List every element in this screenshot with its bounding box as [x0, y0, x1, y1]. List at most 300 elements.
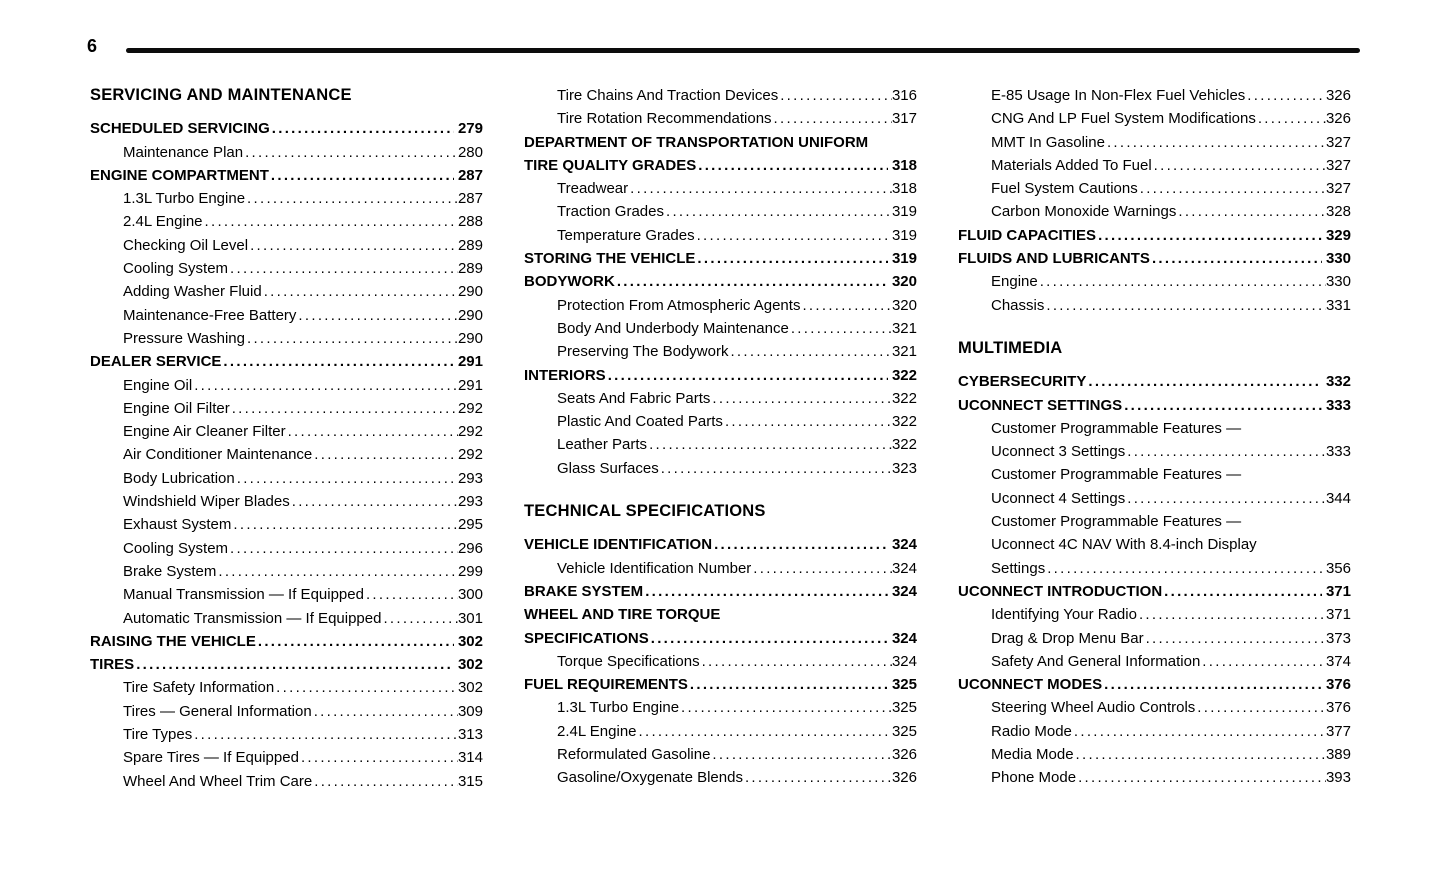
toc-entry-page: 389: [1325, 746, 1351, 764]
toc-entry-label: Chassis: [991, 296, 1045, 314]
toc-entry: [958, 650, 1351, 673]
toc-entry-page: 296: [457, 539, 483, 557]
dot-leader: [299, 746, 458, 769]
toc-entry: [524, 177, 917, 200]
toc-entry-page: 289: [457, 260, 483, 278]
dot-leader: [230, 397, 458, 420]
toc-columns: [90, 84, 1352, 793]
toc-entry-page: 322: [891, 436, 917, 454]
toc-entry: [90, 723, 483, 746]
dot-leader: [192, 374, 458, 397]
toc-entry-label: Uconnect 3 Settings: [991, 443, 1126, 461]
toc-entry-label: Torque Specifications: [557, 652, 700, 670]
dot-leader: [216, 560, 458, 583]
dot-leader: [1086, 370, 1322, 393]
toc-entry-label: Maintenance Plan: [123, 143, 244, 161]
toc-entry-label: Fuel System Cautions: [991, 180, 1138, 198]
toc-entry: [90, 187, 483, 210]
toc-entry-page: 356: [1325, 559, 1351, 577]
toc-entry-label: Tires — General Information: [123, 702, 312, 720]
toc-entry: [90, 304, 483, 327]
dot-leader: [1074, 743, 1326, 766]
dot-leader: [228, 537, 458, 560]
toc-entry: [958, 247, 1351, 270]
dot-leader: [262, 280, 458, 303]
toc-entry: [90, 583, 483, 606]
toc-entry: [90, 490, 483, 513]
dot-leader: [248, 234, 458, 257]
toc-entry-page: 371: [1325, 606, 1351, 624]
toc-entry-label: FUEL REQUIREMENTS: [524, 676, 688, 694]
toc-entry: [958, 154, 1351, 177]
toc-entry-page: 323: [891, 459, 917, 477]
dot-leader: [1076, 766, 1326, 789]
toc-entry: [958, 743, 1351, 766]
toc-entry: [90, 257, 483, 280]
toc-entry-label: Tire Types: [123, 726, 193, 744]
toc-entry: [90, 141, 483, 164]
toc-entry-label: Uconnect 4 Settings: [991, 489, 1126, 507]
toc-entry-label: 1.3L Turbo Engine: [557, 699, 680, 717]
dot-leader: [1105, 131, 1326, 154]
toc-entry: [524, 270, 917, 293]
dot-leader: [723, 410, 892, 433]
toc-entry-label: Settings: [991, 559, 1046, 577]
toc-entry-page: 309: [457, 702, 483, 720]
toc-entry-label: Materials Added To Fuel: [991, 156, 1152, 174]
toc-entry-page: 320: [891, 273, 917, 291]
dot-leader: [1176, 200, 1326, 223]
toc-entry-page: 327: [1325, 156, 1351, 174]
toc-entry-page: 280: [457, 143, 483, 161]
dot-leader: [1200, 650, 1326, 673]
toc-entry: [90, 560, 483, 583]
dot-leader: [1150, 247, 1322, 270]
toc-entry-label: 1.3L Turbo Engine: [123, 190, 246, 208]
toc-entry-label: Traction Grades: [557, 203, 664, 221]
dot-leader: [606, 364, 888, 387]
dot-leader: [679, 696, 892, 719]
dot-leader: [312, 443, 458, 466]
dot-leader: [312, 700, 458, 723]
toc-entry: [524, 673, 917, 696]
toc-entry-page: 318: [891, 156, 917, 174]
toc-entry-label: 2.4L Engine: [123, 213, 203, 231]
toc-entry: [90, 327, 483, 350]
dot-leader: [256, 630, 454, 653]
dot-leader: [1245, 84, 1326, 107]
toc-entry: [90, 630, 483, 653]
dot-leader: [270, 117, 454, 140]
toc-entry-label: UCONNECT SETTINGS: [958, 396, 1123, 414]
toc-entry-page: 293: [457, 493, 483, 511]
toc-entry-page: 322: [891, 389, 917, 407]
toc-entry-page: 327: [1325, 133, 1351, 151]
dot-leader: [1256, 107, 1326, 130]
toc-entry-label: Vehicle Identification Number: [557, 559, 752, 577]
toc-entry-label: CNG And LP Fuel System Modifications: [991, 110, 1256, 128]
toc-entry-page: 301: [457, 609, 483, 627]
toc-entry-page: 325: [891, 699, 917, 717]
dot-leader: [364, 583, 458, 606]
toc-entry-page: 292: [457, 446, 483, 464]
toc-entry-page: 321: [891, 319, 917, 337]
toc-entry-label: Cooling System: [123, 260, 229, 278]
toc-entry: [958, 627, 1351, 650]
toc-entry-page: 318: [891, 180, 917, 198]
toc-entry-label: Body And Underbody Maintenance: [557, 319, 789, 337]
toc-entry-label: INTERIORS: [524, 366, 606, 384]
toc-entry: [524, 340, 917, 363]
toc-entry-page: 333: [1325, 443, 1351, 461]
toc-entry-page: 290: [457, 329, 483, 347]
toc-entry: [524, 317, 917, 340]
toc-entry-page: 302: [457, 679, 483, 697]
toc-entry-label: Engine Air Cleaner Filter: [123, 423, 286, 441]
toc-entry: [958, 370, 1351, 393]
dot-leader: [245, 327, 458, 350]
toc-entry-label: TIRE QUALITY GRADES: [524, 156, 697, 174]
dot-leader: [296, 304, 458, 327]
toc-entry-page: 329: [1325, 226, 1351, 244]
dot-leader: [1138, 177, 1326, 200]
toc-entry-page: 319: [891, 203, 917, 221]
toc-entry-wrapped-line: DEPARTMENT OF TRANSPORTATION UNIFORM: [524, 133, 869, 151]
dot-leader: [664, 200, 892, 223]
dot-leader: [728, 340, 892, 363]
toc-entry: [958, 394, 1351, 417]
toc-entry-label: Spare Tires — If Equipped: [123, 749, 299, 767]
toc-entry-label: Plastic And Coated Parts: [557, 413, 723, 431]
toc-entry-label: Phone Mode: [991, 769, 1077, 787]
toc-entry-label: Drag & Drop Menu Bar: [991, 629, 1144, 647]
toc-entry: [90, 467, 483, 490]
toc-entry-page: 371: [1325, 582, 1351, 600]
toc-entry-page: 393: [1325, 769, 1351, 787]
toc-entry-label: Manual Transmission — If Equipped: [123, 586, 364, 604]
toc-entry-label: Safety And General Information: [991, 652, 1201, 670]
toc-entry: [90, 607, 483, 630]
toc-entry: [90, 164, 483, 187]
toc-entry-label: FLUID CAPACITIES: [958, 226, 1097, 244]
dot-leader: [695, 224, 892, 247]
dot-leader: [269, 164, 454, 187]
toc-entry: [524, 457, 917, 480]
toc-entry: [524, 433, 917, 456]
toc-entry: [90, 676, 483, 699]
toc-entry-page: 319: [891, 250, 917, 268]
toc-entry: [524, 154, 917, 177]
toc-entry-label: E-85 Usage In Non-Flex Fuel Vehicles: [991, 87, 1246, 104]
toc-entry-label: Brake System: [123, 562, 217, 580]
dot-leader: [789, 317, 892, 340]
toc-entry: [524, 650, 917, 673]
toc-entry-page: 302: [457, 632, 483, 650]
toc-column-2: [524, 84, 917, 790]
toc-entry-page: 324: [891, 536, 917, 554]
toc-entry: [958, 766, 1351, 789]
toc-entry-label: Checking Oil Level: [123, 236, 249, 254]
dot-leader: [710, 743, 892, 766]
toc-entry-page: 295: [457, 516, 483, 534]
dot-leader: [800, 294, 892, 317]
toc-entry-label: 2.4L Engine: [557, 722, 637, 740]
toc-entry: [958, 720, 1351, 743]
toc-entry: [90, 374, 483, 397]
toc-entry: [524, 627, 917, 650]
dot-leader: [1137, 603, 1326, 626]
toc-entry: [90, 210, 483, 233]
toc-entry: [90, 653, 483, 676]
toc-entry-page: 325: [891, 722, 917, 740]
toc-entry: [958, 200, 1351, 223]
dot-leader: [192, 723, 458, 746]
toc-entry-label: Engine Oil: [123, 376, 193, 394]
toc-entry-label: Pressure Washing: [123, 329, 245, 347]
toc-entry-page: 326: [891, 769, 917, 787]
toc-entry-label: RAISING THE VEHICLE: [90, 632, 256, 650]
toc-entry-page: 290: [457, 283, 483, 301]
toc-entry: [90, 770, 483, 793]
toc-entry-page: 328: [1325, 203, 1351, 221]
toc-entry: [524, 224, 917, 247]
toc-entry-page: 326: [891, 746, 917, 764]
page-number: 6: [87, 36, 98, 56]
dot-leader: [1102, 673, 1322, 696]
toc-entry-page: 322: [891, 413, 917, 431]
toc-entry-label: SCHEDULED SERVICING: [90, 120, 270, 138]
toc-entry-label: Gasoline/Oxygenate Blends: [557, 769, 743, 787]
toc-entry: [958, 580, 1351, 603]
toc-entry: [958, 294, 1351, 317]
toc-entry: [524, 410, 917, 433]
toc-entry-label: ENGINE COMPARTMENT: [90, 166, 269, 184]
toc-entry-page: 376: [1325, 676, 1351, 694]
toc-entry: [90, 443, 483, 466]
dot-leader: [710, 387, 892, 410]
toc-entry: [524, 200, 917, 223]
toc-entry-page: 319: [891, 226, 917, 244]
toc-entry-page: 326: [1325, 110, 1351, 128]
toc-entry-label: Protection From Atmospheric Agents: [557, 296, 801, 314]
dot-leader: [688, 673, 888, 696]
toc-entry-label: VEHICLE IDENTIFICATION: [524, 536, 713, 554]
toc-entry-label: Tire Safety Information: [123, 679, 275, 697]
dot-leader: [772, 107, 892, 130]
toc-entry-label: Temperature Grades: [557, 226, 695, 244]
dot-leader: [751, 557, 892, 580]
toc-entry-page: 344: [1325, 489, 1351, 507]
toc-entry: [958, 270, 1351, 293]
toc-entry-label: Tire Chains And Traction Devices: [557, 87, 779, 104]
dot-leader: [1162, 580, 1322, 603]
toc-entry: [524, 387, 917, 410]
toc-entry: [958, 487, 1351, 510]
dot-leader: [228, 257, 458, 280]
toc-entry: [958, 440, 1351, 463]
toc-entry-page: 315: [457, 772, 483, 790]
toc-entry-page: 293: [457, 469, 483, 487]
toc-entry: [958, 673, 1351, 696]
toc-entry-page: 376: [1325, 699, 1351, 717]
toc-entry-page: 321: [891, 343, 917, 361]
toc-entry-label: Treadwear: [557, 180, 629, 198]
toc-entry-label: Identifying Your Radio: [991, 606, 1137, 624]
dot-leader: [1125, 440, 1326, 463]
dot-leader: [1152, 154, 1326, 177]
toc-entry-wrapped-line: Customer Programmable Features —: [991, 513, 1242, 531]
toc-entry-page: 324: [891, 559, 917, 577]
toc-entry-page: 316: [891, 87, 917, 104]
dot-leader: [1038, 270, 1326, 293]
toc-entry-page: 299: [457, 562, 483, 580]
toc-entry-page: 291: [457, 376, 483, 394]
toc-entry: [958, 603, 1351, 626]
dot-leader: [659, 457, 892, 480]
dot-leader: [231, 513, 458, 536]
dot-leader: [1144, 627, 1326, 650]
toc-entry-page: 325: [891, 676, 917, 694]
toc-entry-page: 290: [457, 306, 483, 324]
dot-leader: [637, 720, 892, 743]
toc-entry-page: 302: [457, 656, 483, 674]
toc-entry-label: Exhaust System: [123, 516, 232, 534]
toc-entry-page: 331: [1325, 296, 1351, 314]
toc-entry: [958, 131, 1351, 154]
dot-leader: [649, 627, 888, 650]
toc-entry-label: Glass Surfaces: [557, 459, 659, 477]
toc-entry-label: Seats And Fabric Parts: [557, 389, 711, 407]
toc-entry-label: Reformulated Gasoline: [557, 746, 711, 764]
toc-entry-label: Adding Washer Fluid: [123, 283, 262, 301]
dot-leader: [615, 270, 888, 293]
toc-entry-page: 324: [891, 629, 917, 647]
toc-entry-label: Air Conditioner Maintenance: [123, 446, 313, 464]
toc-entry-label: Windshield Wiper Blades: [123, 493, 290, 511]
dot-leader: [628, 177, 892, 200]
toc-entry-label: DEALER SERVICE: [90, 353, 222, 371]
dot-leader: [290, 490, 458, 513]
toc-entry-label: SPECIFICATIONS: [524, 629, 649, 647]
toc-entry-page: 292: [457, 399, 483, 417]
toc-entry-page: 322: [891, 366, 917, 384]
toc-entry-label: MMT In Gasoline: [991, 133, 1105, 151]
dot-leader: [381, 607, 458, 630]
toc-entry: [524, 247, 917, 270]
toc-entry-label: Leather Parts: [557, 436, 648, 454]
toc-entry-page: 300: [457, 586, 483, 604]
toc-entry-label: Radio Mode: [991, 722, 1072, 740]
dot-leader: [1072, 720, 1326, 743]
toc-entry-label: Body Lubrication: [123, 469, 235, 487]
dot-leader: [696, 154, 888, 177]
dot-leader: [245, 187, 458, 210]
toc-entry: [90, 746, 483, 769]
dot-leader: [235, 467, 458, 490]
dot-leader: [1125, 487, 1326, 510]
toc-entry-page: 330: [1325, 273, 1351, 291]
section-header: SERVICING AND MAINTENANCE: [90, 86, 352, 104]
toc-entry-label: STORING THE VEHICLE: [524, 250, 696, 268]
toc-entry-label: Maintenance-Free Battery: [123, 306, 297, 324]
toc-entry-label: BRAKE SYSTEM: [524, 582, 644, 600]
dot-leader: [778, 84, 892, 107]
toc-entry: [958, 224, 1351, 247]
toc-entry-page: 330: [1325, 250, 1351, 268]
toc-entry-wrapped-line: Uconnect 4C NAV With 8.4-inch Display: [991, 536, 1257, 554]
toc-entry: [524, 720, 917, 743]
toc-entry-label: UCONNECT INTRODUCTION: [958, 582, 1163, 600]
toc-entry: [90, 420, 483, 443]
toc-entry: [524, 107, 917, 130]
toc-entry-page: 324: [891, 652, 917, 670]
toc-entry-label: Cooling System: [123, 539, 229, 557]
toc-entry-page: 292: [457, 423, 483, 441]
toc-entry: [90, 513, 483, 536]
dot-leader: [1195, 696, 1326, 719]
toc-entry-label: Preserving The Bodywork: [557, 343, 729, 361]
section-header: TECHNICAL SPECIFICATIONS: [524, 502, 766, 521]
toc-entry-wrapped-line: Customer Programmable Features —: [991, 466, 1242, 484]
toc-entry-label: Wheel And Wheel Trim Care: [123, 772, 313, 790]
toc-entry-label: BODYWORK: [524, 273, 615, 291]
toc-entry: [524, 533, 917, 556]
toc-entry-label: FLUIDS AND LUBRICANTS: [958, 250, 1150, 268]
toc-entry-page: 320: [891, 296, 917, 314]
toc-entry: [90, 350, 483, 373]
toc-entry-page: 327: [1325, 180, 1351, 198]
section-header: MULTIMEDIA: [958, 338, 1063, 357]
toc-entry-page: 324: [891, 582, 917, 600]
dot-leader: [134, 653, 454, 676]
toc-entry: [958, 84, 1351, 107]
toc-entry-page: 377: [1325, 722, 1351, 740]
dot-leader: [643, 580, 888, 603]
toc-entry-label: UCONNECT MODES: [958, 676, 1103, 694]
toc-entry-page: 289: [457, 236, 483, 254]
toc-entry-page: 287: [457, 190, 483, 208]
toc-entry: [524, 766, 917, 789]
toc-entry: [958, 177, 1351, 200]
toc-entry: [524, 294, 917, 317]
toc-entry-page: 313: [457, 726, 483, 744]
dot-leader: [1096, 224, 1322, 247]
toc-entry-label: CYBERSECURITY: [958, 373, 1087, 391]
toc-column-3: [958, 84, 1351, 790]
toc-entry-page: 326: [1325, 87, 1351, 104]
toc-column-1: [90, 84, 483, 793]
toc-entry: [90, 397, 483, 420]
toc-entry: [524, 696, 917, 719]
dot-leader: [743, 766, 892, 789]
toc-entry-label: Tire Rotation Recommendations: [557, 110, 772, 128]
toc-entry: [90, 234, 483, 257]
dot-leader: [221, 350, 454, 373]
toc-entry-label: Engine Oil Filter: [123, 399, 230, 417]
dot-leader: [243, 141, 458, 164]
toc-entry: [90, 117, 483, 140]
toc-entry-wrapped-line: Customer Programmable Features —: [991, 419, 1242, 437]
dot-leader: [1045, 557, 1326, 580]
toc-entry-page: 333: [1325, 396, 1351, 414]
toc-entry-page: 374: [1325, 652, 1351, 670]
toc-entry-page: 314: [457, 749, 483, 767]
dot-leader: [286, 420, 458, 443]
toc-entry: [958, 557, 1351, 580]
toc-entry-page: 288: [457, 213, 483, 231]
toc-entry: [90, 700, 483, 723]
toc-entry-label: TIRES: [90, 656, 135, 674]
